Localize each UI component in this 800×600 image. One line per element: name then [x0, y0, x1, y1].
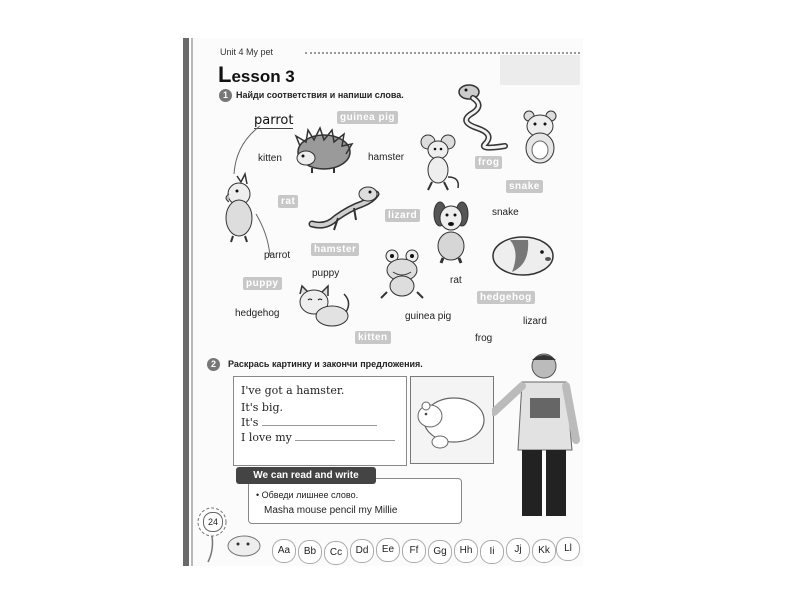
alphabet-strip — [272, 539, 580, 563]
sentence-4 — [241, 431, 395, 444]
word-rat: rat — [450, 275, 462, 286]
alphabet-letter: Ff — [402, 539, 426, 563]
outline-word-hedgehog: hedgehog — [477, 291, 535, 304]
outline-word-kitten: kitten — [355, 331, 391, 344]
alphabet-letter: Aa — [272, 539, 296, 563]
book-spine — [183, 38, 189, 566]
sentence-1: I've got a hamster. — [241, 384, 345, 397]
sentence-3-blank[interactable] — [262, 425, 377, 426]
book-spine-edge — [191, 38, 193, 566]
unit-title: Unit 4 My pet — [220, 47, 274, 57]
hamster-illustration — [519, 108, 561, 166]
frog-illustration — [379, 248, 425, 300]
outline-word-hamster: hamster — [311, 243, 359, 256]
alphabet-letter: Kk — [532, 539, 556, 563]
outline-word-frog: frog — [475, 156, 502, 169]
sentence-4-text: I love my — [241, 431, 292, 444]
word-puppy: puppy — [312, 268, 340, 279]
handwritten-answer-parrot: parrot — [254, 113, 294, 128]
sentence-3-text: It's — [241, 416, 259, 429]
lesson-title — [218, 62, 295, 88]
hedgehog-illustration — [292, 126, 354, 174]
read-write-box — [248, 478, 462, 524]
task-1-number: 1 — [219, 89, 232, 102]
snake-illustration — [455, 82, 515, 152]
outline-word-guinea-pig: guinea pig — [337, 111, 398, 124]
alphabet-letter: Cc — [324, 541, 348, 565]
flower-decoration — [194, 500, 274, 564]
alphabet-letter: Hh — [454, 539, 478, 563]
outline-word-snake: snake — [506, 180, 543, 193]
word-frog: frog — [475, 333, 493, 344]
word-hedgehog: hedgehog — [235, 308, 280, 319]
word-snake: snake — [492, 207, 519, 218]
word-hamster: hamster — [368, 152, 405, 163]
task-1-instruction: Найди соответствия и напиши слова. — [236, 90, 404, 100]
alphabet-letter: Gg — [428, 540, 452, 564]
hamster-colouring-illustration — [414, 386, 488, 452]
lesson-title-rest: esson 3 — [231, 67, 295, 86]
word-guinea-pig: guinea pig — [405, 311, 452, 322]
kitten-illustration — [292, 284, 352, 330]
task-3-instruction — [256, 490, 358, 500]
outline-word-rat: rat — [278, 195, 298, 208]
alphabet-letter: Dd — [350, 539, 374, 563]
word-parrot: parrot — [264, 250, 291, 261]
lizard-illustration — [306, 184, 380, 234]
alphabet-letter: Ii — [480, 540, 504, 564]
read-write-banner: We can read and write — [236, 467, 376, 484]
task-2-instruction: Раскрась картинку и закончи предложения. — [228, 359, 423, 369]
outline-word-lizard: lizard — [385, 209, 420, 222]
sentence-4-blank[interactable] — [295, 440, 395, 441]
alphabet-letter: Ee — [376, 538, 400, 562]
page-number: 24 — [203, 512, 223, 532]
alphabet-letter: Bb — [298, 540, 322, 564]
sentence-2: It's big. — [241, 401, 284, 414]
alphabet-letter: Ll — [556, 537, 580, 561]
guinea-pig-illustration — [490, 234, 556, 278]
alphabet-letter: Jj — [506, 538, 530, 562]
outline-word-puppy: puppy — [243, 277, 282, 290]
lesson-initial: L — [218, 62, 232, 87]
task-3-instruction-text: Обведи лишнее слово. — [261, 490, 359, 500]
header-dotted-rule — [305, 52, 580, 54]
sentence-3 — [241, 416, 377, 429]
word-lizard: lizard — [523, 316, 547, 327]
boy-photo — [492, 350, 582, 522]
word-kitten: kitten — [258, 153, 282, 164]
matching-line — [226, 124, 276, 264]
puppy-illustration — [428, 200, 474, 264]
task-2-number: 2 — [207, 358, 220, 371]
bullet-icon: • — [256, 490, 262, 500]
facing-page-shadow — [500, 55, 580, 85]
task-3-words: Masha mouse pencil my Millie — [264, 505, 398, 516]
